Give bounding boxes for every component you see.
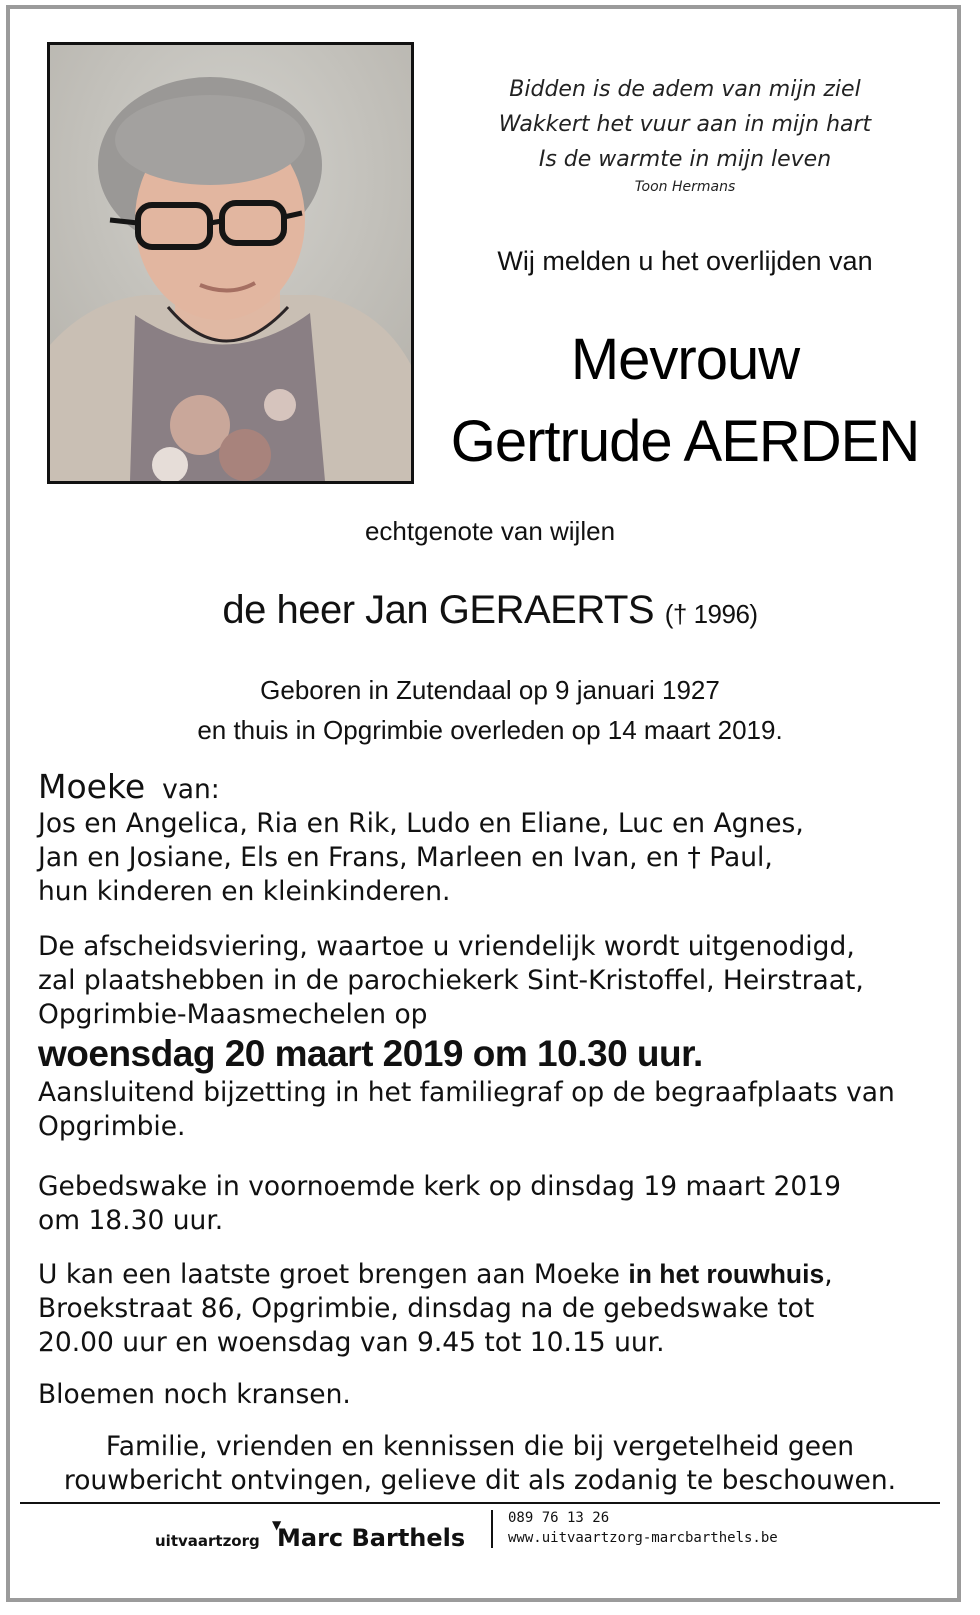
visit-line: 20.00 uur en woensdag van 9.45 tot 10.15 uur. xyxy=(38,1327,665,1358)
poem-line: Is de warmte in mijn leven xyxy=(538,147,832,172)
spouse-death-note: († 1996) xyxy=(664,599,758,629)
spouse-label: echtgenote van wijlen xyxy=(364,516,616,546)
portrait-photo xyxy=(47,42,414,484)
poem xyxy=(470,72,900,195)
deceased-name: Gertrude AERDEN xyxy=(450,409,920,474)
funeral-after-line: Aansluitend bijzetting in het familiegraf op de begraafplaats van xyxy=(38,1077,895,1108)
footer-rule xyxy=(20,1502,940,1504)
intro-text: Wij melden u het overlijden van xyxy=(497,246,873,276)
deceased-title: Mevrouw xyxy=(570,327,800,392)
funeral-line: De afscheidsviering, waartoe u vriendelijk wordt uitgenodigd, xyxy=(38,931,855,962)
birth-line: Geboren in Zutendaal op 9 januari 1927 xyxy=(260,675,720,705)
funeral-date: woensdag 20 maart 2019 om 10.30 uur. xyxy=(38,1033,703,1074)
brand-small: uitvaartzorg xyxy=(155,1532,260,1550)
family-section xyxy=(38,767,938,909)
family-line: hun kinderen en kleinkinderen. xyxy=(38,876,451,907)
portrait-illustration xyxy=(50,45,411,481)
spouse xyxy=(0,588,980,633)
poem-line: Bidden is de adem van mijn ziel xyxy=(509,77,861,102)
funeral-line: zal plaatshebben in de parochiekerk Sint-Kristoffel, Heirstraat, xyxy=(38,965,864,996)
wake-section xyxy=(38,1170,938,1238)
brand-triangle-icon: ▼ xyxy=(272,1518,282,1532)
family-title: Moeke xyxy=(38,767,146,806)
family-title-suffix: van: xyxy=(162,774,220,805)
poem-author: Toon Hermans xyxy=(634,179,736,195)
family-line: Jan en Josiane, Els en Frans, Marleen en Ivan, en † Paul, xyxy=(38,842,773,873)
visit-suffix: , xyxy=(824,1259,833,1290)
visit-line: Broekstraat 86, Opgrimbie, dinsdag na de gebedswake tot xyxy=(38,1293,815,1324)
brand-name: Marc Barthels xyxy=(277,1524,466,1552)
closing-note xyxy=(20,1430,940,1498)
wake-line: om 18.30 uur. xyxy=(38,1205,224,1236)
funeral-section xyxy=(38,930,938,1144)
family-line: Jos en Angelica, Ria en Rik, Ludo en Eliane, Luc en Agnes, xyxy=(38,808,804,839)
birth-death-info xyxy=(0,670,980,750)
poem-line: Wakkert het vuur aan in mijn hart xyxy=(498,112,872,137)
footer-divider xyxy=(491,1510,493,1548)
visit-prefix: U kan een laatste groet brengen aan Moeke xyxy=(38,1259,629,1290)
funeral-line: Opgrimbie-Maasmechelen op xyxy=(38,999,428,1030)
visit-section xyxy=(38,1257,938,1360)
flowers-note: Bloemen noch kransen. xyxy=(38,1379,351,1410)
website-link[interactable]: www.uitvaartzorg-marcbarthels.be xyxy=(508,1530,778,1546)
phone-number: 089 76 13 26 xyxy=(508,1510,610,1526)
death-line: en thuis in Opgrimbie overleden op 14 maart 2019. xyxy=(197,715,783,745)
visit-bold: in het rouwhuis xyxy=(628,1259,825,1289)
closing-line: rouwbericht ontvingen, gelieve dit als zodanig te beschouwen. xyxy=(63,1465,897,1496)
wake-line: Gebedswake in voornoemde kerk op dinsdag 19 maart 2019 xyxy=(38,1171,841,1202)
funeral-after-line: Opgrimbie. xyxy=(38,1111,186,1142)
spouse-name: de heer Jan GERAERTS xyxy=(222,588,655,632)
contact-info xyxy=(508,1508,778,1548)
closing-line: Familie, vrienden en kennissen die bij vergetelheid geen xyxy=(105,1431,855,1462)
